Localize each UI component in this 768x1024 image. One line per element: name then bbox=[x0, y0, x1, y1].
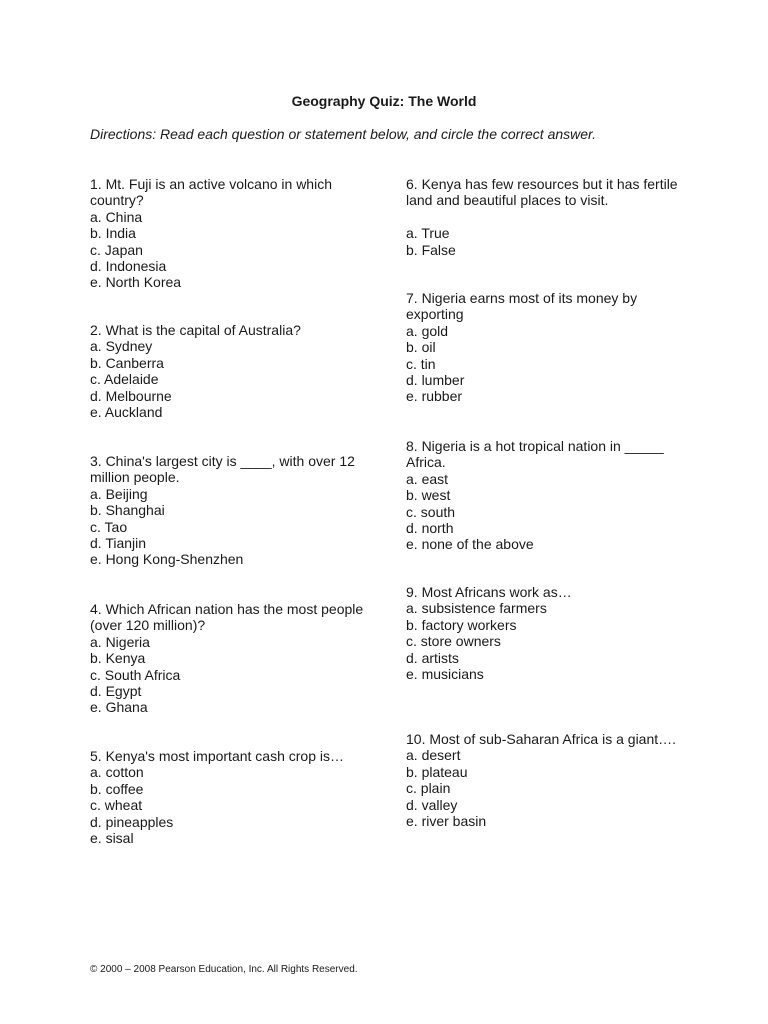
answer-option[interactable]: b. coffee bbox=[90, 780, 144, 797]
answer-option[interactable]: e. musicians bbox=[406, 666, 484, 683]
question-text: country? bbox=[90, 192, 144, 209]
question-4 bbox=[90, 601, 363, 716]
question-2 bbox=[90, 322, 301, 420]
answer-option[interactable]: b. west bbox=[406, 487, 451, 504]
answer-option[interactable]: b. Canberra bbox=[90, 354, 164, 371]
question-text: (over 120 million)? bbox=[90, 617, 206, 634]
answer-option[interactable]: e. Auckland bbox=[90, 404, 163, 421]
question-text: 9. Most Africans work as… bbox=[406, 584, 572, 600]
answer-option[interactable]: c. Japan bbox=[90, 241, 143, 258]
answer-option[interactable]: c. South Africa bbox=[90, 666, 181, 683]
answer-option[interactable]: b. factory workers bbox=[406, 616, 517, 633]
answer-option[interactable]: e. Ghana bbox=[90, 699, 148, 716]
answer-option[interactable]: b. False bbox=[406, 241, 456, 258]
question-7 bbox=[406, 290, 637, 405]
answer-option[interactable]: c. Tao bbox=[90, 518, 128, 535]
answer-option[interactable]: a. China bbox=[90, 208, 143, 225]
answer-option[interactable]: d. artists bbox=[406, 649, 459, 666]
answer-option[interactable]: c. wheat bbox=[90, 797, 143, 814]
question-text: 10. Most of sub-Saharan Africa is a giant…. bbox=[406, 731, 677, 747]
question-5 bbox=[90, 748, 344, 846]
question-10 bbox=[406, 731, 676, 829]
question-3 bbox=[90, 453, 355, 568]
answer-option[interactable]: d. north bbox=[406, 520, 454, 537]
page-title: Geography Quiz: The World bbox=[291, 93, 477, 109]
answer-option[interactable]: d. pineapples bbox=[90, 813, 174, 830]
answer-option[interactable]: e. North Korea bbox=[90, 274, 182, 291]
question-text: 8. Nigeria is a hot tropical nation in _____ bbox=[406, 438, 664, 454]
answer-option[interactable]: a. Beijing bbox=[90, 485, 148, 502]
question-9 bbox=[406, 584, 572, 682]
answer-option[interactable]: a. True bbox=[406, 225, 450, 242]
spacer bbox=[406, 209, 678, 225]
question-text: 7. Nigeria earns most of its money by bbox=[406, 290, 638, 306]
answer-option[interactable]: a. east bbox=[406, 470, 449, 487]
question-text: 5. Kenya's most important cash crop is… bbox=[90, 748, 344, 764]
question-6 bbox=[406, 176, 678, 258]
answer-option[interactable]: d. valley bbox=[406, 796, 458, 813]
answer-option[interactable]: b. Shanghai bbox=[90, 502, 165, 519]
answer-option[interactable]: b. India bbox=[90, 225, 136, 242]
question-8 bbox=[406, 438, 664, 553]
answer-option[interactable]: d. Melbourne bbox=[90, 387, 172, 404]
question-text: million people. bbox=[90, 469, 180, 486]
question-text: 1. Mt. Fuji is an active volcano in which bbox=[90, 176, 332, 192]
answer-option[interactable]: b. plateau bbox=[406, 763, 468, 780]
answer-option[interactable]: d. lumber bbox=[406, 372, 465, 389]
answer-option[interactable]: c. south bbox=[406, 503, 456, 520]
answer-option[interactable]: a. cotton bbox=[90, 764, 144, 781]
answer-option[interactable]: a. gold bbox=[406, 322, 449, 339]
question-text: 2. What is the capital of Australia? bbox=[90, 322, 301, 338]
question-text: Africa. bbox=[406, 454, 446, 471]
answer-option[interactable]: c. tin bbox=[406, 355, 436, 372]
answer-option[interactable]: b. oil bbox=[406, 339, 436, 356]
answer-option[interactable]: d. Egypt bbox=[90, 683, 142, 700]
answer-option[interactable]: e. Hong Kong-Shenzhen bbox=[90, 551, 244, 568]
answer-option[interactable]: a. subsistence farmers bbox=[406, 600, 547, 617]
answer-option[interactable]: d. Indonesia bbox=[90, 258, 167, 275]
question-text: 6. Kenya has few resources but it has fertile bbox=[406, 176, 678, 192]
answer-option[interactable]: e. none of the above bbox=[406, 536, 534, 553]
question-text: land and beautiful places to visit. bbox=[406, 192, 609, 209]
answer-option[interactable]: e. rubber bbox=[406, 388, 463, 405]
question-text: 4. Which African nation has the most people bbox=[90, 601, 364, 617]
question-text: 3. China's largest city is ____, with over 12 bbox=[90, 453, 355, 469]
answer-option[interactable]: a. desert bbox=[406, 747, 461, 764]
directions-text: Directions: Read each question or statement below, and circle the correct answer. bbox=[90, 126, 597, 142]
question-1 bbox=[90, 176, 332, 291]
answer-option[interactable]: c. Adelaide bbox=[90, 371, 159, 388]
question-text: exporting bbox=[406, 306, 464, 323]
answer-option[interactable]: c. plain bbox=[406, 780, 451, 797]
answer-option[interactable]: e. river basin bbox=[406, 813, 487, 830]
answer-option[interactable]: a. Sydney bbox=[90, 338, 153, 355]
copyright-footer: © 2000 – 2008 Pearson Education, Inc. All Rights Reserved. bbox=[90, 964, 358, 975]
answer-option[interactable]: c. store owners bbox=[406, 633, 501, 650]
answer-option[interactable]: b. Kenya bbox=[90, 650, 146, 667]
answer-option[interactable]: e. sisal bbox=[90, 830, 134, 847]
answer-option[interactable]: a. Nigeria bbox=[90, 633, 150, 650]
answer-option[interactable]: d. Tianjin bbox=[90, 535, 147, 552]
